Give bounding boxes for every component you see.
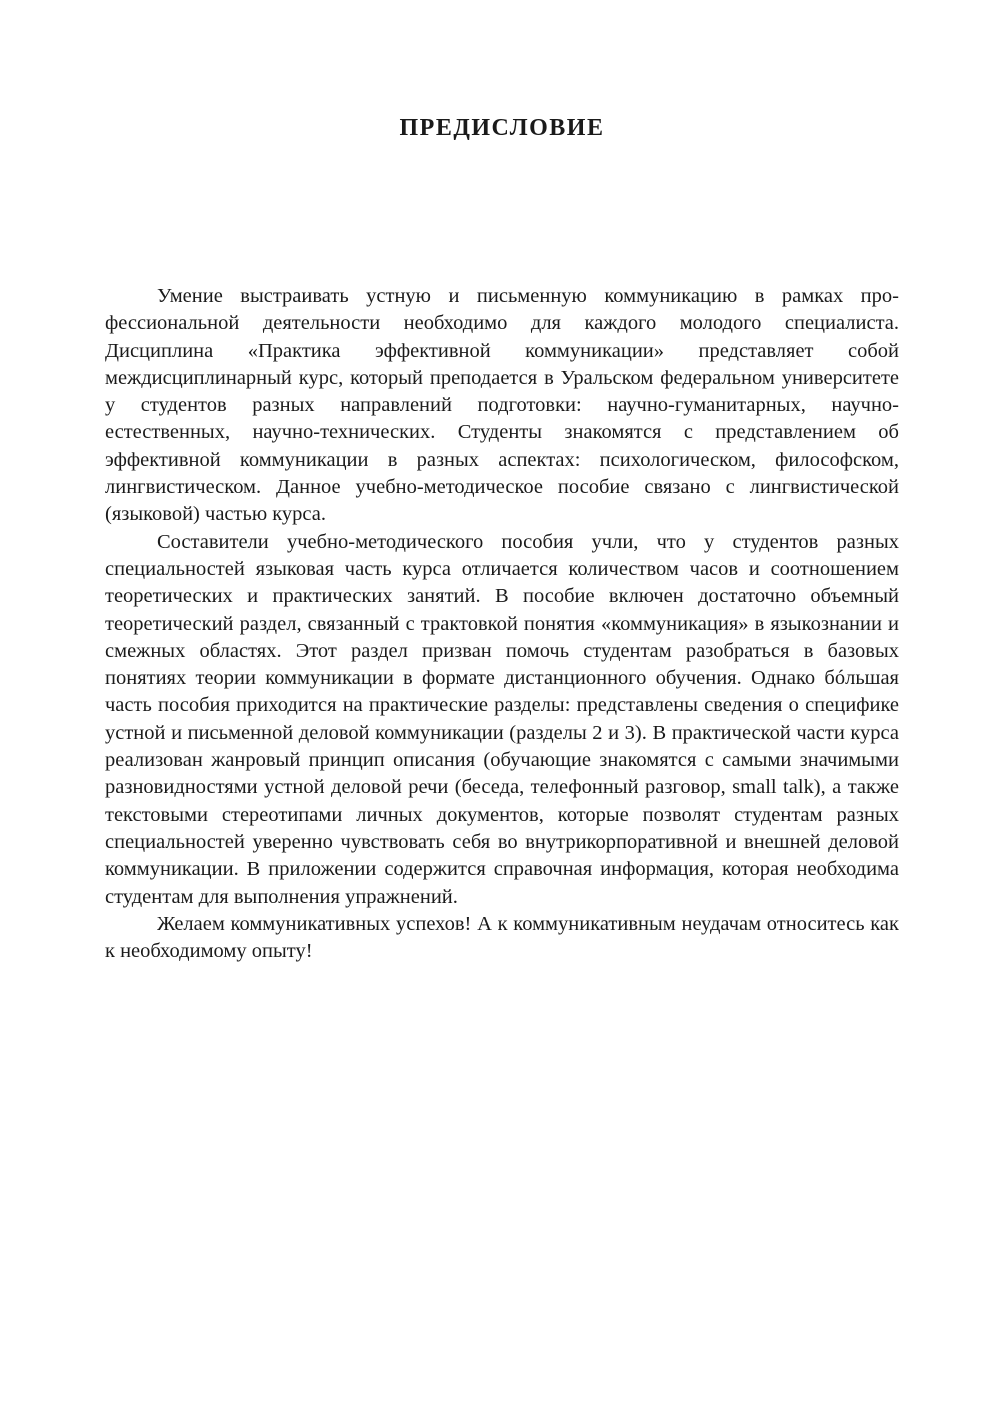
body-text [105,283,899,965]
page-title: ПРЕДИСЛОВИЕ [399,115,605,141]
paragraph-1: Умение выстраивать устную и письменную коммуникацию в рамках профессиональной деятельности необходимо для каждого молодого специалиста. Дисциплина «Практика эффективной коммуникации» представляет собой междисциплинарный курс, который преподается в Уральском федеральном университете у студентов разных направлений подготовки: научно-гуманитарных, научно-естественных, научно-технических. Студенты знакомятся с представлением об эффективной коммуникации в разных аспектах: психологическом, философском, лингвистическом. Данное учебно-методическое пособие связано с лингвистической (языковой) частью курса. [105,285,899,526]
paragraph-3: Желаем коммуникативных успехов! А к коммуникативным неудачам относитесь как к необходимому опыту! [105,912,899,963]
paragraph-2: Составители учебно-методического пособия учли, что у студентов разных специальностей языковая часть курса отличается количеством часов и соотношением теоретических и практических занятий. В пособие включен достаточно объемный теоретический раздел, связанный с трактовкой понятия «коммуникация» в языкознании и смежных областях. Этот раздел призван помочь студентам разобраться в базовых понятиях теории коммуникации в формате дистанционного обучения. Однако бóльшая часть пособия приходится на практические разделы: представлены сведения о специфике устной и письменной деловой коммуникации (разделы 2 и 3). В практической части курса реализован жанровый принцип описания (обучающие знакомятся с самыми значимыми разновидностями устной деловой речи (беседа, телефонный разговор, small talk), а также текстовыми стереотипами личных документов, которые позволят студентам разных специальностей уверенно чувствовать себя во внутрикорпоративной и внешней деловой коммуникации. В приложении содержится справочная информация, которая необходима студентам для выполнения упражнений. [105,530,899,908]
